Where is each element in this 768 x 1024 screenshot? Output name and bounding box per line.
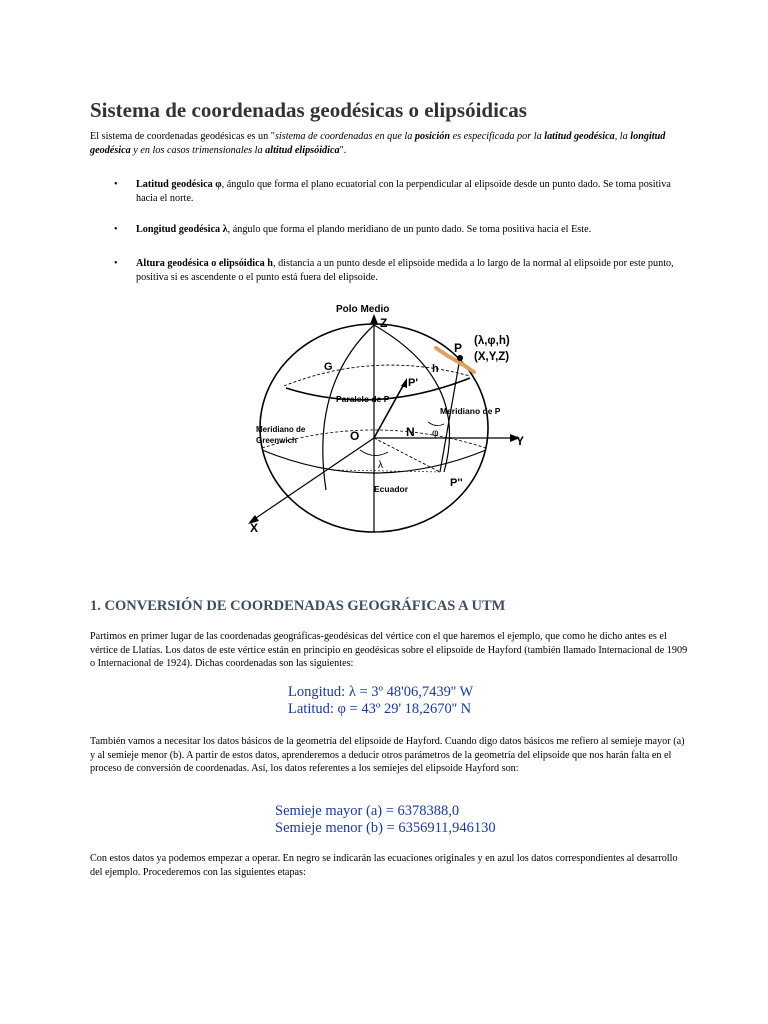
section-heading: 1. CONVERSIÓN DE COORDENADAS GEOGRÁFICAS A UTM	[90, 598, 506, 614]
label-h: h	[432, 363, 439, 375]
intro-text: El sistema de coordenadas geodésicas es un "	[90, 131, 275, 142]
intro-term-longitud: longitud geodésica	[90, 131, 666, 156]
formula-semieje-menor: Semieje menor (b) = 6356911,946130	[275, 820, 496, 836]
z-arrow-icon	[370, 314, 378, 324]
intro-italic: y en los casos trimensionales la	[130, 145, 266, 156]
intro-text: ".	[339, 145, 347, 156]
bullet-term: Longitud geodésica λ	[136, 224, 228, 235]
label-greenwich-2: Greenwich	[256, 436, 297, 445]
label-ecuador: Ecuador	[374, 484, 409, 494]
parallel-back	[284, 365, 470, 386]
label-meridiano: Meridiano de P	[440, 406, 501, 416]
greenwich-meridian	[323, 325, 374, 490]
bullet-icon: •	[114, 258, 118, 269]
point-p-icon	[457, 355, 463, 361]
bullet-altura	[114, 257, 676, 284]
ellipsoid-diagram	[248, 300, 548, 540]
intro-term-posicion: posición	[414, 131, 451, 142]
intro-italic: , la	[614, 131, 631, 142]
x-axis	[250, 438, 374, 522]
formula-semiejes	[275, 803, 496, 837]
formula-coordinates	[288, 684, 473, 718]
bullet-longitud	[114, 223, 676, 237]
label-p-double: P''	[450, 477, 463, 489]
label-z: Z	[380, 316, 388, 330]
intro-italic: sistema de coordenadas en que la	[274, 131, 415, 142]
bullet-icon: •	[114, 224, 118, 235]
label-polo-medio: Polo Medio	[336, 304, 390, 315]
label-coords-geodesic: (λ,φ,h)	[474, 335, 510, 347]
bullet-text: , ángulo que forma el plano ecuatorial con la perpendicular al elipsoide desde un punto dado. Se toma positiva hacia el norte.	[136, 179, 671, 204]
label-x: X	[250, 521, 259, 535]
label-paralelo: Paralelo de P	[336, 394, 390, 404]
bullet-latitud	[114, 178, 676, 205]
label-g: G	[324, 361, 333, 373]
o-to-pprime-line	[374, 384, 404, 438]
paragraph-coordinates: Partimos en primer lugar de las coordenadas geográficas-geodésicas del vértice con el que haremos el ejemplo, que como he dicho antes es el vértice de Llatías. Los datos de este vértice están en principio en geodésicas sobre el elipsoide de Hayford (también llamado Internacional de 1909 o Internacional de 1924). Dichas coordenadas son las siguientes:	[90, 631, 688, 669]
bullet-text: , ángulo que forma el plando meridiano de un punto dado. Se toma positiva hacia el Este.	[227, 224, 592, 235]
label-o: O	[350, 429, 360, 443]
intro-paragraph	[90, 130, 690, 158]
label-y: Y	[516, 434, 525, 448]
bullet-term: Latitud geodésica φ	[136, 179, 222, 190]
label-lambda: λ	[378, 460, 383, 471]
page-title: Sistema de coordenadas geodésicas o elipsóidicas	[90, 98, 527, 122]
label-p: P	[454, 341, 463, 355]
label-coords-cartesian: (X,Y,Z)	[474, 351, 510, 363]
intro-term-altitud: altitud elipsóidica	[265, 145, 340, 156]
label-greenwich-1: Meridiano de	[256, 425, 306, 434]
paragraph-semiejes: También vamos a necesitar los datos básicos de la geometría del elipsoide de Hayford. Cuando digo datos básicos me refiero al semieje mayor (a) y al semieje menor (b). A partir de estos datos, aprenderemos a deducir otros parámetros de la geometría del elipsoide que nos harán falta en el proceso de conversión de coordenadas. Así, los datos referentes a los semiejes del elipsoide Hayford son:	[90, 736, 685, 774]
formula-latitud: Latitud: φ = 43º 29' 18,2670'' N	[288, 701, 472, 717]
bullet-text: , distancia a un punto desde el elipsoide medida a lo largo de la normal al elipsoide por este punto, positiva si es ascendente o el punto está fuera del elipsoide.	[136, 258, 674, 283]
intro-term-latitud: latitud geodésica	[544, 131, 615, 142]
bullet-icon: •	[114, 179, 118, 190]
phi-arc	[428, 422, 444, 426]
label-n: N	[406, 425, 415, 439]
intro-italic: es especificada por la	[450, 131, 545, 142]
label-phi: φ	[432, 428, 439, 439]
paragraph-etapas: Con estos datos ya podemos empezar a operar. En negro se indicarán las ecuaciones originales y en azul los datos correspondientes al desarrollo del ejemplo. Procederemos con las siguientes etapas:	[90, 853, 678, 878]
formula-longitud: Longitud: λ = 3º 48'06,7439'' W	[288, 684, 474, 700]
label-p-prime: P'	[408, 377, 418, 389]
bullet-term: Altura geodésica o elipsóidica h	[136, 258, 273, 269]
formula-semieje-mayor: Semieje mayor (a) = 6378388,0	[275, 803, 460, 819]
